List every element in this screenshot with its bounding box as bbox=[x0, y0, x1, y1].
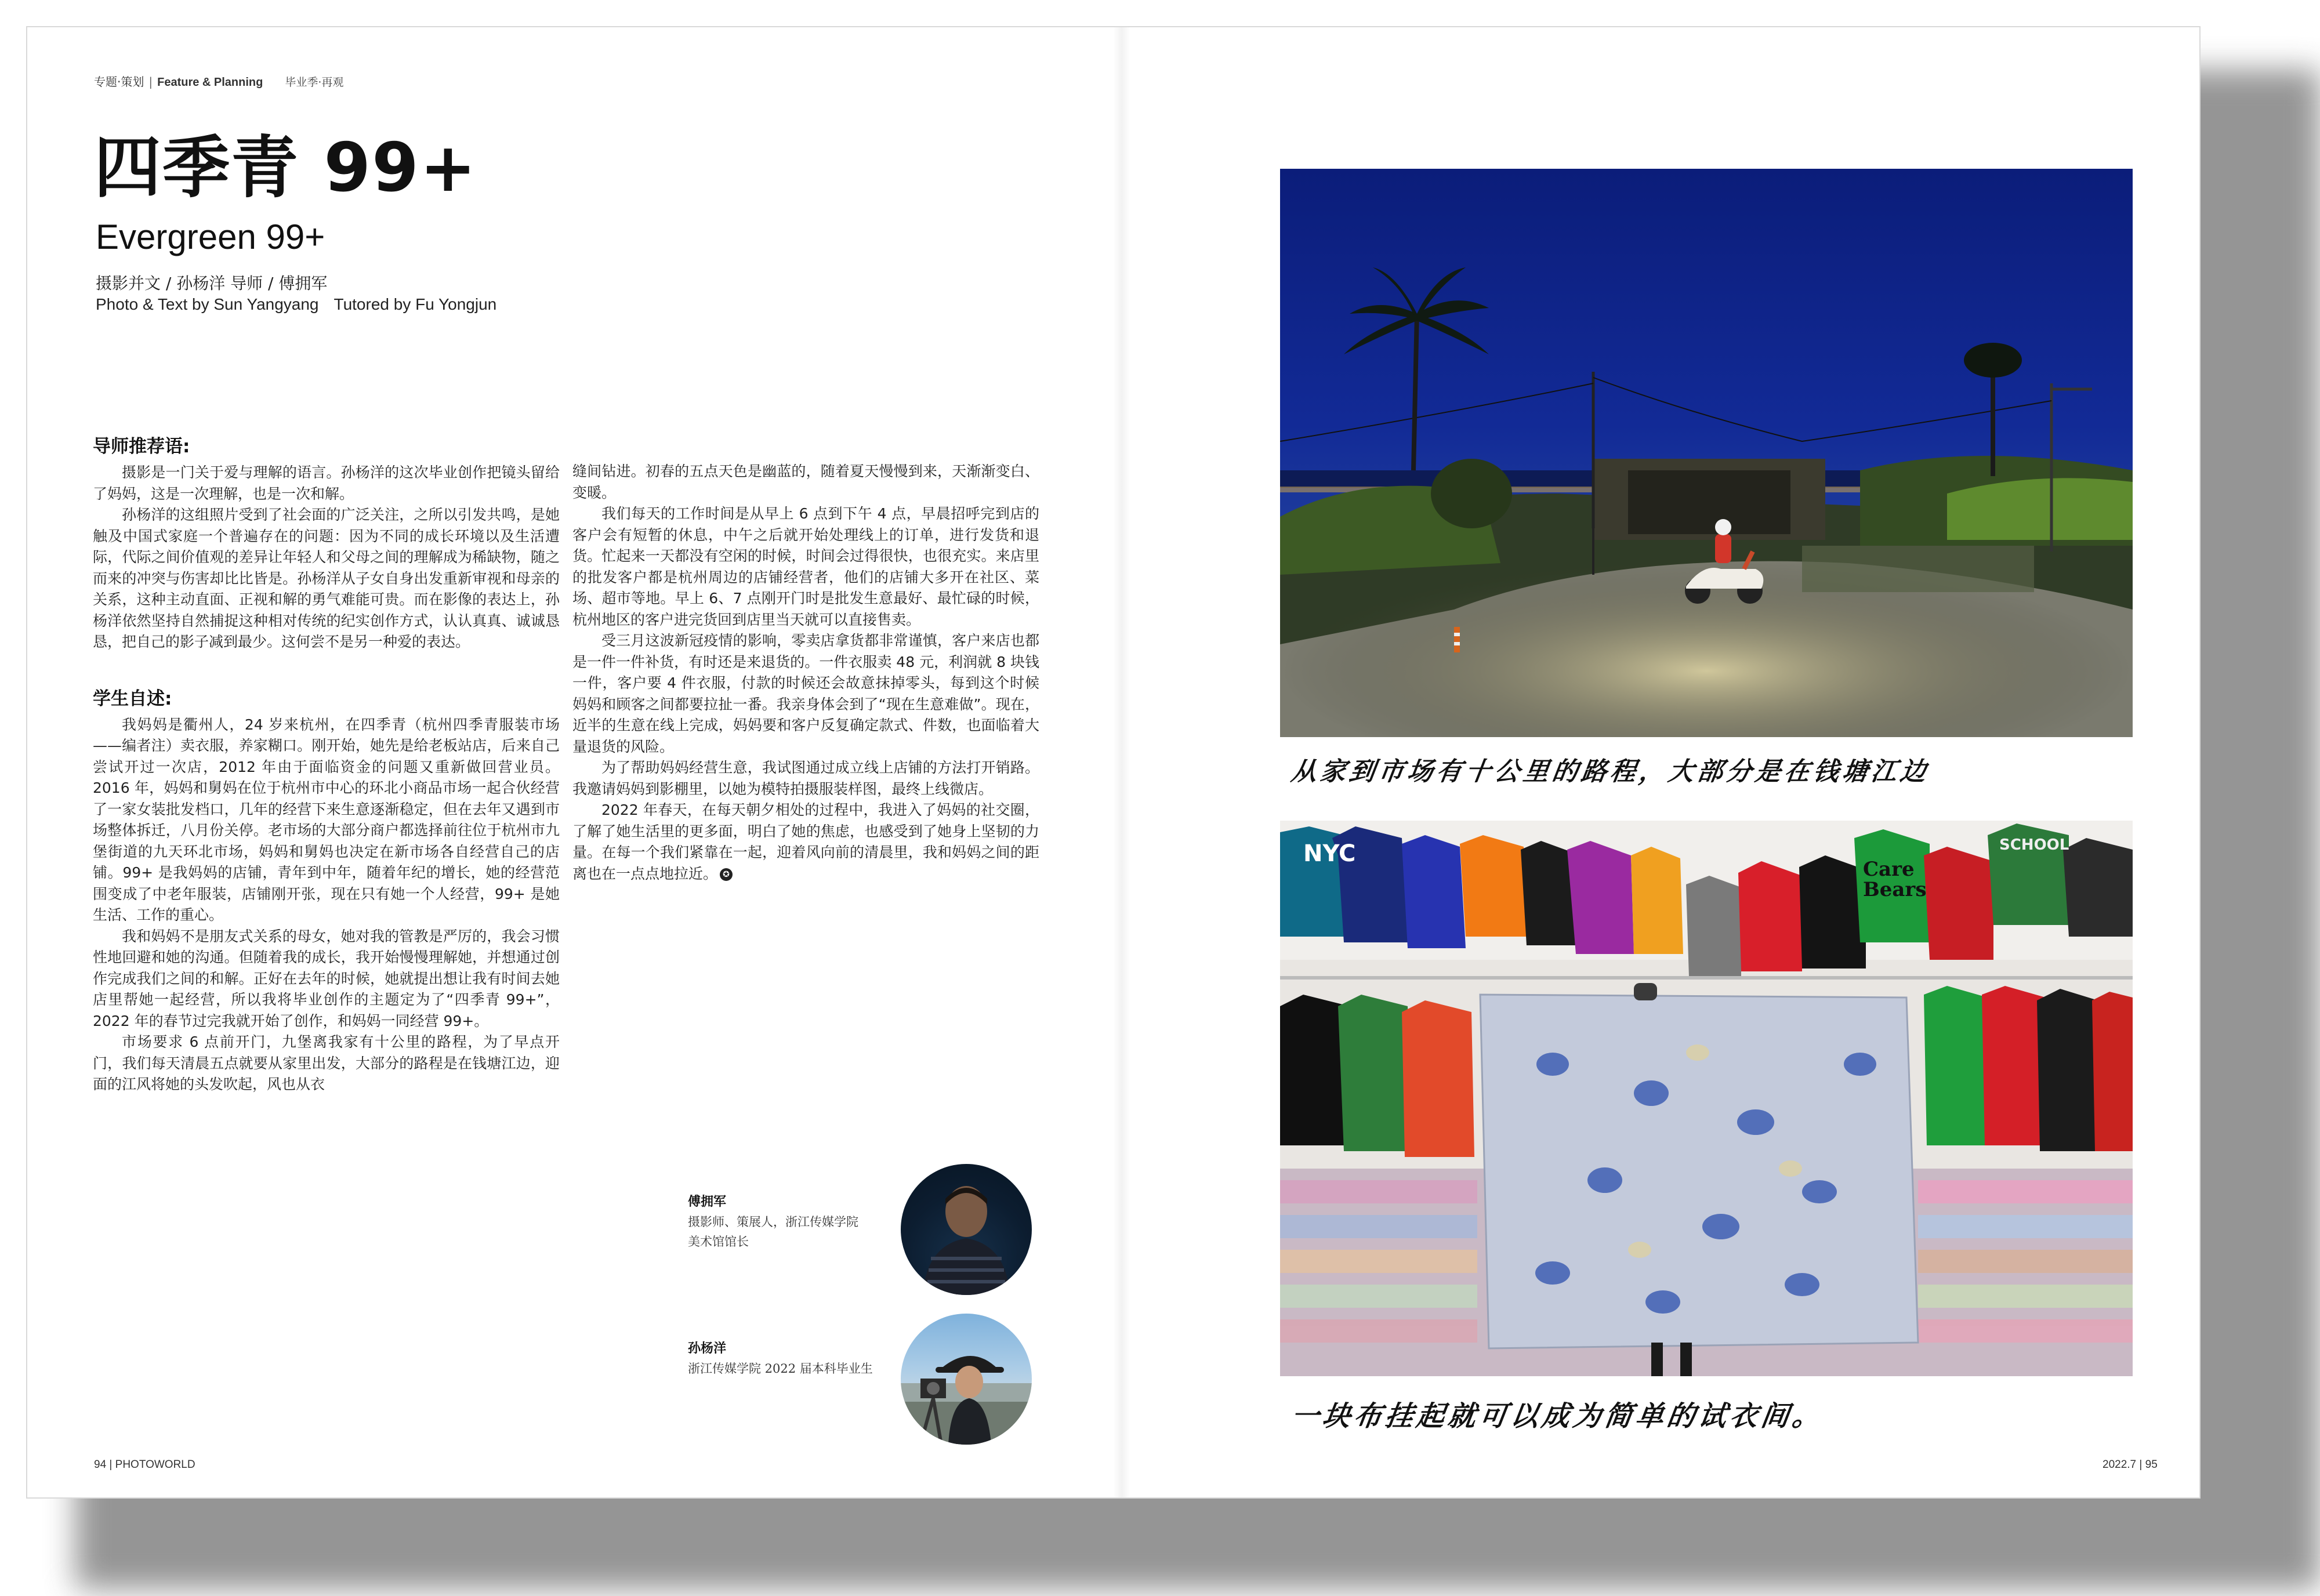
photo-clothing-store bbox=[1280, 821, 2133, 1376]
right-page-number: 95 bbox=[2145, 1459, 2158, 1471]
paragraph: 受三月这波新冠疫情的影响，零卖店拿货都非常谨慎，客户来店也都是一件一件补货，有时还是来退货的。一件衣服卖 48 元，利润就 8 块钱一件，客户要 4 件衣服，付款的时候还会故意抹掉零头，每到这个时候妈妈和顾客之间都要拉扯一番。我亲身体会到了“现在生意难做”。现在，近半的生意在线上完成，妈妈要和客户反复确定款式、件数，也面临着大量退货的风险。 bbox=[572, 632, 1039, 755]
header-separator: | bbox=[148, 75, 153, 89]
paragraph: 我们每天的工作时间是从早上 6 点到下午 4 点，早晨招呼完到店的客户会有短暂的休息，中午之后就开始处理线上的订单，进行发货和退货。忙起来一天都没有空闲的时候，时间会过得很快，也很充实。来店里的批发客户都是杭州周边的店铺经营者，他们的店铺大多开在社区、菜场、超市等地。早上 6、7 点刚开门时是批发生意最好、最忙碌的时候，杭州地区的客户进完货回到店里当天就可以直接售卖。 bbox=[572, 505, 1039, 628]
credit-en-tutor: Tutored by Fu Yongjun bbox=[334, 295, 497, 313]
header-section-zh: 专题·策划 bbox=[94, 75, 144, 89]
credit-zh: 摄影并文 / 孙杨洋 导师 / 傅拥军 bbox=[96, 274, 328, 293]
paragraph: 缝间钻进。初春的五点天色是幽蓝的，随着夏天慢慢到来，天渐渐变白、变暖。 bbox=[572, 463, 1039, 501]
paragraph bbox=[572, 800, 1039, 884]
paragraph: 我妈妈是衢州人，24 岁来杭州，在四季青（杭州四季青服装市场——编者注）卖衣服，养家糊口。刚开始，她先是给老板站店，后来自己尝试开过一次店，2012 年由于面临资金的问题又重新做回营业员。2016 年，妈妈和舅妈在位于杭州市中心的环北小商品市场一起合伙经营了一家女装批发档口，几年的经营下来生意逐渐稳定，但在去年又遇到市场整体拆迁，八月份关停。老市场的大部分商户都选择前往位于杭州市九堡街道的九天环北市场，妈妈和舅妈也决定在新市场各自经营自己的店铺。99+ 是我妈妈的店铺，青年到中年，随着年纪的增长，她的经营范围变成了中老年服装，店铺刚开张，现在只有她一个人经营，99+ 是她生活、工作的重心。 bbox=[93, 716, 560, 923]
paragraph: 孙杨洋的这组照片受到了社会面的广泛关注，之所以引发共鸣，是她触及中国式家庭一个普遍存在的问题：因为不同的成长环境以及生活遭际，代际之间价值观的差异让年轻人和父母之间的理解成为稀缺物，随之而来的冲突与伤害却比比皆是。孙杨洋从子女自身出发重新审视和母亲的关系，这种主动直面、正视和解的勇气难能可贵。而在影像的表达上，孙杨洋依然坚持自然捕捉这种相对传统的纪实创作方式，认认真真、诚诚恳恳，把自己的影子减到最少。这何尝不是另一种爱的表达。 bbox=[93, 506, 560, 650]
header-section-en: Feature & Planning bbox=[157, 76, 263, 89]
shirt-text-bears: Bears bbox=[1863, 878, 1927, 901]
paragraph: 我和妈妈不是朋友式关系的母女，她对我的管教是严厉的，我会习惯性地回避和她的沟通。但随着我的成长，我开始慢慢理解她，并想通过创作完成我们之间的和解。正好在去年的时候，她就提出想让我有时间去她店里帮她一起经营，所以我将毕业创作的主题定为了“四季青 99+”，2022 年的春节过完我就开始了创作，和妈妈一同经营 99+。 bbox=[93, 927, 560, 1029]
footer-left: 94 | PHOTOWORLD bbox=[94, 1459, 195, 1471]
student-name: 孙杨洋 bbox=[688, 1341, 727, 1356]
shirt-text-care: Care bbox=[1863, 858, 1915, 881]
student-bio bbox=[688, 1338, 873, 1379]
photo-1-caption: 从家到市场有十公里的路程，大部分是在钱塘江边 bbox=[1289, 757, 1931, 786]
credit-en bbox=[96, 295, 496, 314]
section-heading-student: 学生自述: bbox=[93, 688, 172, 709]
section-heading-tutor: 导师推荐语: bbox=[93, 436, 190, 457]
paragraph: 市场要求 6 点前开门，九堡离我家有十公里的路程，为了早点开门，我们每天清晨五点就要从家里出发，大部分的路程是在钱塘江边，迎面的江风将她的头发吹起，风也从衣 bbox=[93, 1033, 560, 1093]
left-page-number: 94 bbox=[94, 1459, 107, 1471]
photo-night-scene bbox=[1280, 169, 2133, 737]
photo-river-road-night bbox=[1280, 169, 2133, 737]
running-header bbox=[94, 72, 343, 89]
text-column-1 bbox=[93, 433, 560, 1096]
shirt-text-school: SCHOOL bbox=[1999, 836, 2069, 854]
credit-en-photo: Photo & Text by Sun Yangyang bbox=[96, 295, 319, 313]
student-line-1: 浙江传媒学院 2022 届本科毕业生 bbox=[688, 1362, 873, 1376]
student-portrait-icon bbox=[901, 1314, 1032, 1445]
article-title-zh: 四季青 99+ bbox=[94, 129, 478, 207]
tutor-portrait-icon bbox=[901, 1164, 1032, 1295]
photo-2-caption: 一块布挂起就可以成为简单的试衣间。 bbox=[1289, 1400, 1826, 1432]
magazine-name: PHOTOWORLD bbox=[115, 1459, 195, 1471]
tutor-bio bbox=[688, 1191, 858, 1252]
footer-right: 2022.7 | 95 bbox=[2102, 1459, 2158, 1471]
paragraph-text: 2022 年春天，在每天朝夕相处的过程中，我进入了妈妈的社交圈，了解了她生活里的更多面，明白了她的焦虑，也感受到了她身上坚韧的力量。在每一个我们紧靠在一起，迎着风向前的清晨里，我和妈妈之间的距离也在一点点地拉近。 bbox=[572, 801, 1039, 882]
article-title-en: Evergreen 99+ bbox=[96, 217, 325, 256]
text-column-2 bbox=[572, 461, 1039, 884]
tutor-line-2: 美术馆馆长 bbox=[688, 1235, 749, 1249]
page-gutter bbox=[1113, 27, 1130, 1497]
tutor-line-1: 摄影师、策展人，浙江传媒学院 bbox=[688, 1215, 858, 1229]
issue-date: 2022.7 bbox=[2102, 1459, 2137, 1471]
photo-fitting-room bbox=[1280, 821, 2133, 1376]
magazine-spread bbox=[26, 26, 2201, 1499]
student-avatar bbox=[901, 1314, 1032, 1445]
shirt-text-nyc: NYC bbox=[1303, 840, 1356, 867]
header-series: 毕业季·再观 bbox=[285, 76, 344, 89]
tutor-name: 傅拥军 bbox=[688, 1194, 727, 1209]
end-mark-icon: ✪ bbox=[720, 868, 733, 881]
tutor-avatar bbox=[901, 1164, 1032, 1295]
paragraph: 摄影是一门关于爱与理解的语言。孙杨洋的这次毕业创作把镜头留给了妈妈，这是一次理解，也是一次和解。 bbox=[93, 464, 560, 502]
section-spacer bbox=[93, 653, 560, 685]
paragraph: 为了帮助妈妈经营生意，我试图通过成立线上店铺的方法打开销路。我邀请妈妈到影棚里，以她为模特拍摄服装样图，最终上线微店。 bbox=[572, 759, 1039, 797]
